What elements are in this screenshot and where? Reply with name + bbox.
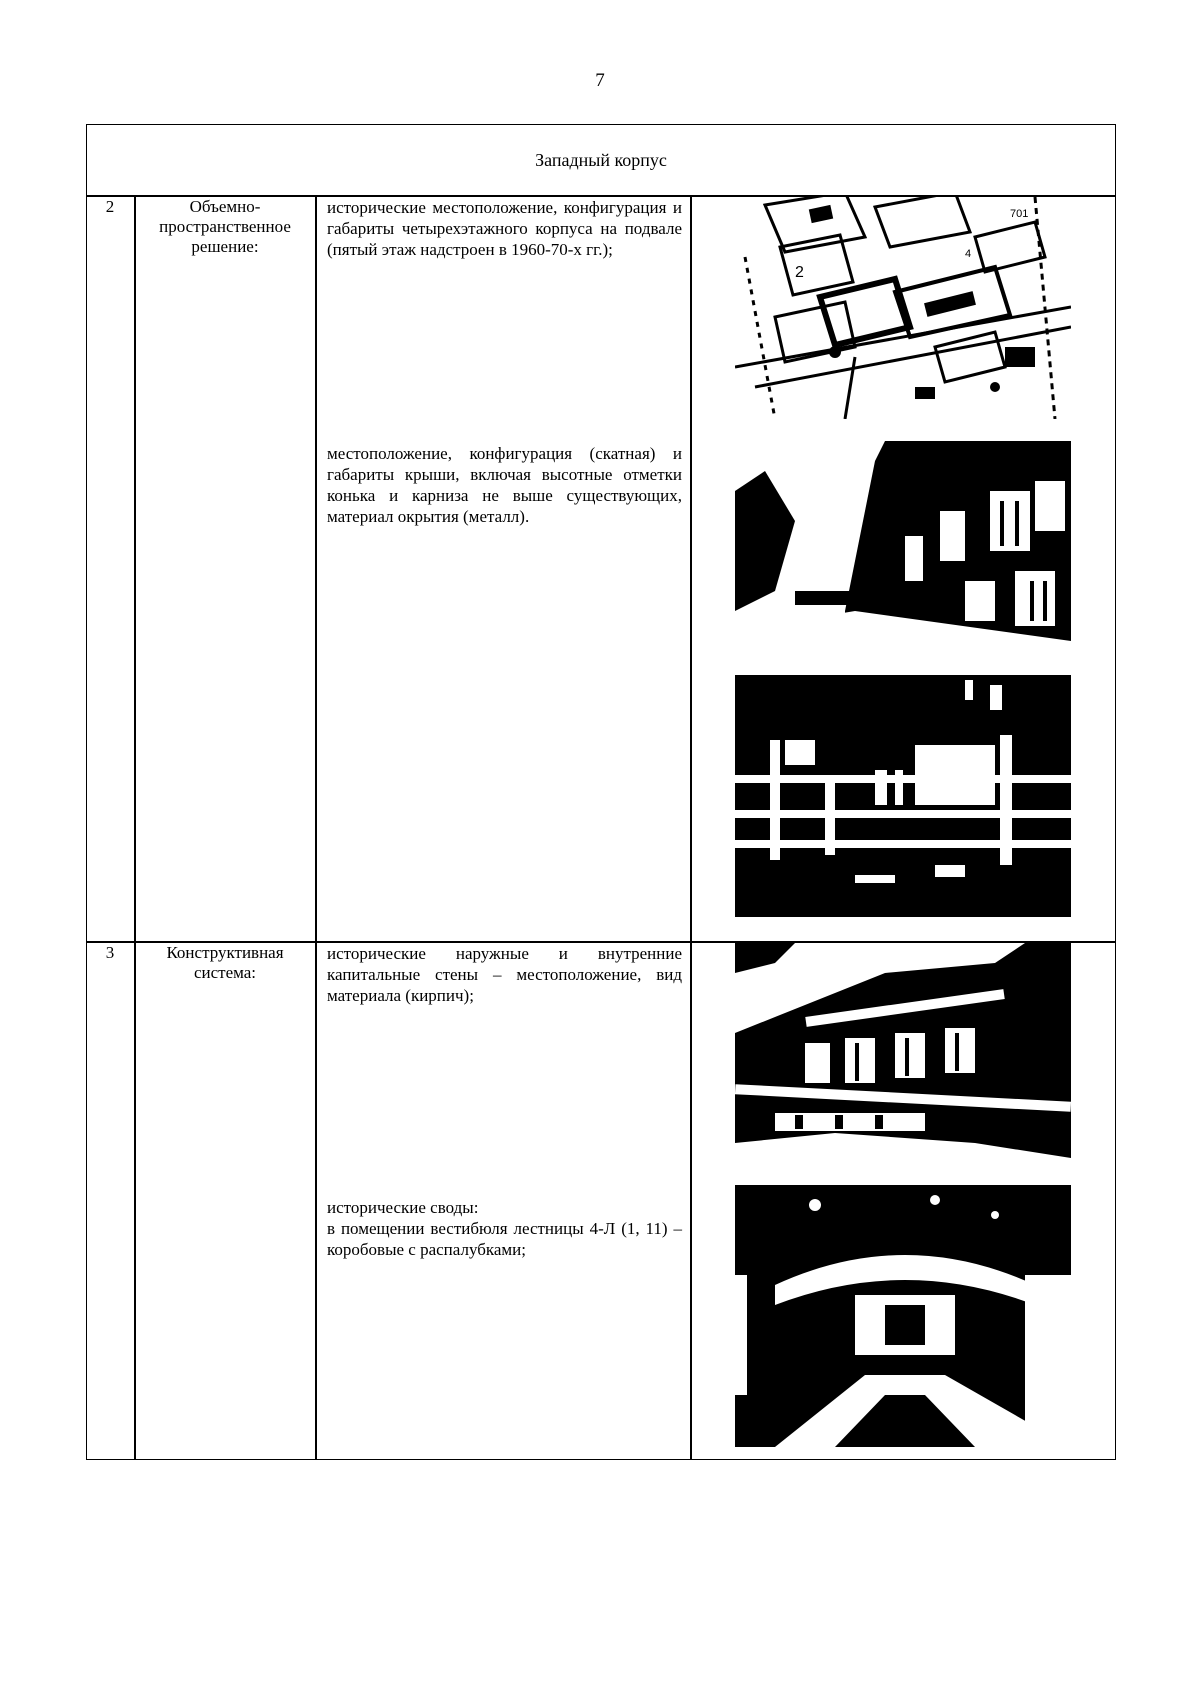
interior-structure-photo xyxy=(735,675,1071,917)
facade-photo-2 xyxy=(735,943,1071,1175)
column-divider xyxy=(690,195,692,1459)
document-table xyxy=(86,124,1116,1460)
page-number: 7 xyxy=(595,70,605,91)
row-name: Конструктивная система: xyxy=(166,943,284,982)
column-divider xyxy=(315,195,317,1459)
vestibule-vault-photo xyxy=(735,1185,1071,1447)
site-plan-drawing xyxy=(735,197,1071,419)
row-number: 2 xyxy=(105,197,115,216)
row-name: Объемно-пространственное решение: xyxy=(159,197,291,256)
map-label: 4 xyxy=(965,248,972,260)
map-label: 2 xyxy=(795,264,804,281)
row-number: 3 xyxy=(105,943,115,962)
row-item: исторические наружные и внутренние капитальные стены – местоположение, вид материала (кирпич); xyxy=(327,944,682,1005)
facade-photo-2-drawing xyxy=(735,943,1071,1175)
facade-photo xyxy=(735,441,1071,663)
interior-structure-drawing xyxy=(735,675,1071,917)
row-item: исторические своды: в помещении вестибюля лестницы 4-Л (1, 11) – коробовые с распалубками; xyxy=(327,1198,682,1259)
map-label: 701 xyxy=(1010,208,1029,220)
row-item: исторические местоположение, конфигурация и габариты четырехэтажного корпуса на подвале (пятый этаж надстроен в 1960-70-х гг.); xyxy=(327,198,682,259)
site-plan-image xyxy=(735,197,1071,419)
row-item: местоположение, конфигурация (скатная) и габариты крыши, включая высотные отметки конька и карниза не выше существующих, материал окрытия (металл). xyxy=(327,444,682,526)
column-divider xyxy=(134,195,136,1459)
section-title: Западный корпус xyxy=(535,149,667,170)
facade-photo-drawing xyxy=(735,441,1071,663)
vestibule-vault-drawing xyxy=(735,1185,1071,1447)
